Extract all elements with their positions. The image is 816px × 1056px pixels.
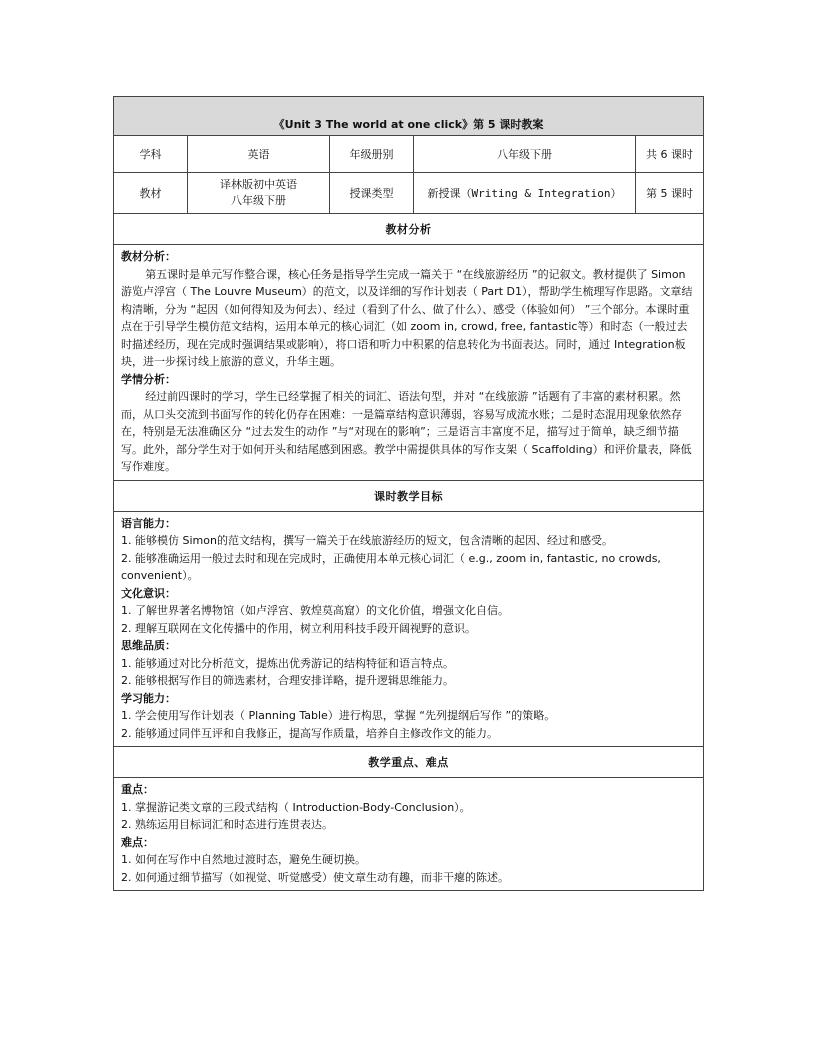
section-heading-keypoints: 教学重点、难点 — [114, 747, 704, 778]
focus-label: 重点： — [121, 783, 154, 796]
info-row-textbook — [114, 173, 704, 214]
learning-item: 1. 学会使用写作计划表（ Planning Table）进行构思，掌握 “先列提纲后写作 ”的策略。 — [121, 709, 556, 722]
focus-item: 1. 掌握游记类文章的三段式结构（ Introduction-Body-Conclusion）。 — [121, 800, 471, 814]
textbook-value — [188, 173, 330, 214]
lesson-plan-table — [113, 96, 704, 891]
language-item: 2. 能够准确运用一般过去时和现在完成时，正确使用本单元核心词汇（ e.g., zoom in, fantastic, no crowds, convenient）。 — [121, 551, 661, 582]
textbook-label: 教材 — [114, 173, 188, 214]
grade-value: 八年级下册 — [414, 136, 636, 173]
cultural-awareness-label: 文化意识： — [121, 586, 176, 600]
info-row-subject — [114, 136, 704, 173]
language-item: 1. 能够模仿 Simon的范文结构，撰写一篇关于在线旅游经历的短文，包含清晰的起因、经过和感受。 — [121, 534, 613, 547]
subject-value: 英语 — [188, 136, 330, 173]
section-heading-objectives: 课时教学目标 — [114, 480, 704, 511]
focus-item: 2. 熟练运用目标词汇和时态进行连贯表达。 — [121, 818, 333, 831]
difficulty-item: 2. 如何通过细节描写（如视觉、听觉感受）使文章生动有趣，而非干瘪的陈述。 — [121, 870, 509, 884]
textbook-line-1: 译林版初中英语 — [220, 178, 297, 191]
grade-label: 年级册别 — [330, 136, 414, 173]
student-analysis-text: 经过前四课时的学习，学生已经掌握了相关的词汇、语法句型，并对 “在线旅游 ”话题有了丰富的素材积累。然而，从口头交流到书面写作的转化仍存在困难：一是篇章结构意识薄弱，容易写成流水账；二是时态混用现象依然存在，特别是无法准确区分 “过去发生的动作 ”与“对现在的影响”；三是语言丰富度不足，描写过于简单，缺乏细节描写。此外，部分学生对于如何开头和结尾感到困惑。教学中需提供具体的写作支架（ Scaffolding）和评价量表，降低写作难度。 — [121, 390, 692, 473]
student-analysis-label: 学情分析： — [121, 372, 176, 386]
keypoints-body — [114, 778, 704, 891]
learning-item: 2. 能够通过同伴互评和自我修正，提高写作质量，培养自主修改作文的能力。 — [121, 726, 498, 740]
language-ability-label: 语言能力： — [121, 516, 176, 530]
page-title: 《Unit 3 The world at one click》第 5 课时教案 — [114, 97, 704, 136]
material-analysis-label: 教材分析： — [121, 250, 176, 263]
objectives-body — [114, 511, 704, 747]
learning-ability-label: 学习能力： — [121, 691, 176, 705]
thinking-item: 1. 能够通过对比分析范文，提炼出优秀游记的结构特征和语言特点。 — [121, 656, 454, 670]
lesson-type-value: 新授课（Writing & Integration） — [414, 173, 636, 214]
section-heading-analysis: 教材分析 — [114, 214, 704, 245]
material-analysis-text: 第五课时是单元写作整合课，核心任务是指导学生完成一篇关于 “在线旅游经历 ”的记叙文。教材提供了 Simon游览卢浮宫（ The Louvre Museum）的范文，以及详细的写作计划表（ Part D1），帮助学生梳理写作思路。文章结构清晰，分为 “起因（如何得知及为何去）、经过（看到了什么、做了什么）、感受（体验如何） ”三个部分。本课时重点在于引导学生模仿范文结构，运用本单元的核心词汇（如 zoom in, crowd, free, fantastic等）和时态（一般过去时描述经历，现在完成时强调结果或影响），将口语和听力中积累的信息转化为书面表达。同时，通过 Integration板块，进一步探讨线上旅游的意义，升华主题。 — [121, 267, 693, 368]
textbook-line-2: 八年级下册 — [231, 194, 286, 207]
analysis-body — [114, 245, 704, 481]
thinking-item: 2. 能够根据写作目的筛选素材，合理安排详略，提升逻辑思维能力。 — [121, 674, 454, 687]
lesson-number: 第 5 课时 — [636, 173, 704, 214]
culture-item: 1. 了解世界著名博物馆（如卢浮宫、敦煌莫高窟）的文化价值，增强文化自信。 — [121, 604, 509, 617]
thinking-quality-label: 思维品质： — [121, 639, 176, 652]
total-lessons: 共 6 课时 — [636, 136, 704, 173]
culture-item: 2. 理解互联网在文化传播中的作用，树立利用科技手段开阔视野的意识。 — [121, 621, 476, 635]
subject-label: 学科 — [114, 136, 188, 173]
lesson-type-label: 授课类型 — [330, 173, 414, 214]
difficulty-item: 1. 如何在写作中自然地过渡时态，避免生硬切换。 — [121, 853, 366, 866]
difficulty-label: 难点： — [121, 835, 154, 849]
